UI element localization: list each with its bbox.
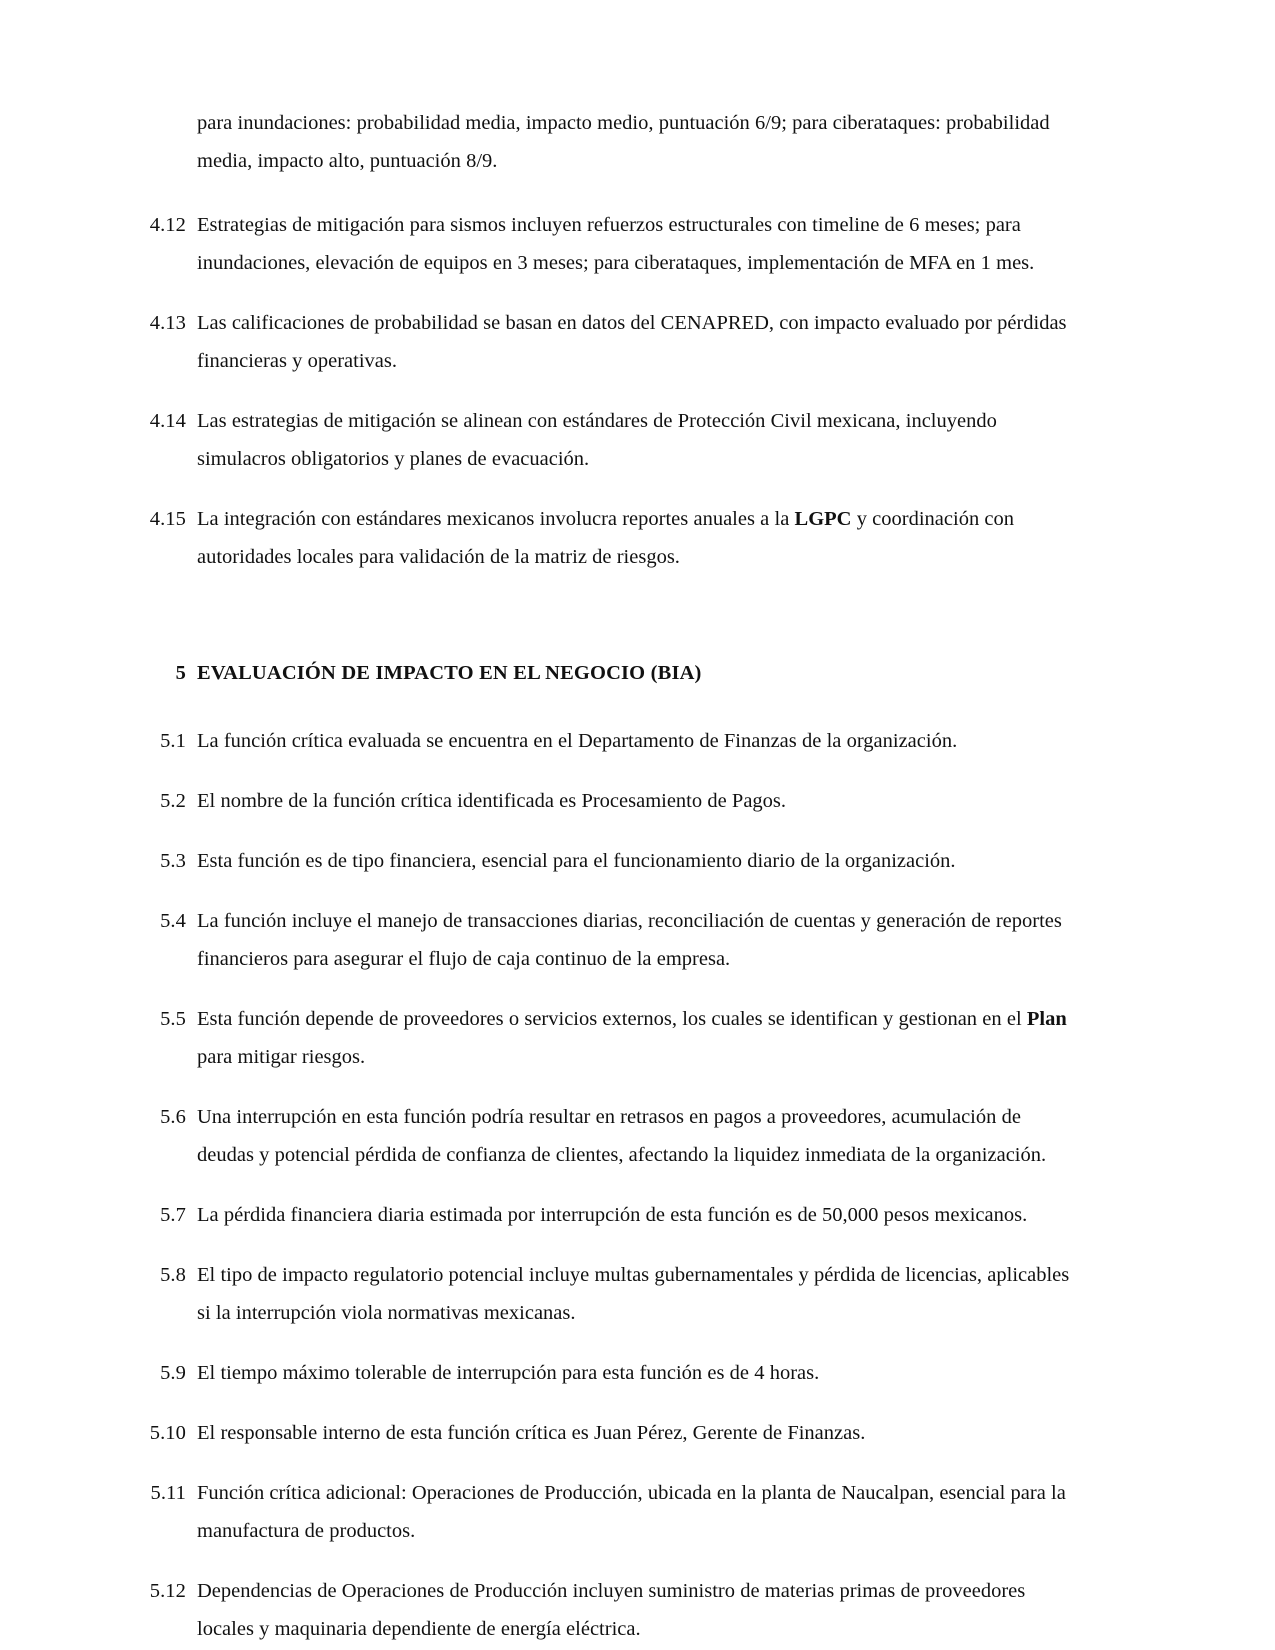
section-number: 5 — [175, 662, 186, 684]
clause-5-2 — [132, 782, 1072, 820]
section-heading-5 — [132, 654, 1072, 692]
clause-5-11 — [132, 1474, 1072, 1550]
clause-5-7 — [132, 1196, 1072, 1234]
clause-4-12 — [132, 206, 1072, 282]
clause-number: 5.6 — [160, 1106, 186, 1128]
clause-text: Esta función es de tipo financiera, esencial para el funcionamiento diario de la organización. — [197, 850, 956, 872]
clause-text: El tipo de impacto regulatorio potencial incluye multas gubernamentales y pérdida de licencias, aplicables si la interrupción viola normativas mexicanas. — [197, 1264, 1070, 1324]
clause-text: La función crítica evaluada se encuentra en el Departamento de Finanzas de la organización. — [197, 730, 958, 752]
clause-continuation — [132, 104, 1072, 180]
clause-text: El responsable interno de esta función crítica es Juan Pérez, Gerente de Finanzas. — [197, 1422, 866, 1444]
clause-text: La integración con estándares mexicanos involucra reportes anuales a la LGPC y coordinación con autoridades locales para validación de la matriz de riesgos. — [197, 508, 1015, 568]
clause-number: 4.12 — [149, 214, 186, 236]
clause-number: 4.14 — [149, 410, 186, 432]
clause-number: 5.12 — [149, 1580, 186, 1602]
clause-text: Las calificaciones de probabilidad se basan en datos del CENAPRED, con impacto evaluado por pérdidas financieras y operativas. — [197, 312, 1067, 372]
clause-number: 5.2 — [160, 790, 186, 812]
clause-5-1 — [132, 722, 1072, 760]
clause-5-3 — [132, 842, 1072, 880]
section-title: EVALUACIÓN DE IMPACTO EN EL NEGOCIO (BIA) — [197, 662, 702, 684]
document-body — [132, 104, 1072, 1650]
clause-5-8 — [132, 1256, 1072, 1332]
clause-text: Función crítica adicional: Operaciones de Producción, ubicada en la planta de Naucalpan, esencial para la manufactura de productos. — [197, 1482, 1066, 1542]
clause-5-9 — [132, 1354, 1072, 1392]
clause-5-10 — [132, 1414, 1072, 1452]
clause-text: para inundaciones: probabilidad media, impacto medio, puntuación 6/9; para ciberataques: probabilidad media, impacto alto, puntuación 8/9. — [197, 112, 1050, 172]
clause-text: El nombre de la función crítica identificada es Procesamiento de Pagos. — [197, 790, 787, 812]
clause-text: La función incluye el manejo de transacciones diarias, reconciliación de cuentas y generación de reportes financieros para asegurar el flujo de caja continuo de la empresa. — [197, 910, 1062, 970]
clause-number: 5.11 — [150, 1482, 186, 1504]
clause-number: 5.3 — [160, 850, 186, 872]
clause-text: La pérdida financiera diaria estimada por interrupción de esta función es de 50,000 pesos mexicanos. — [197, 1204, 1028, 1226]
clause-number: 5.4 — [160, 910, 186, 932]
clause-4-13 — [132, 304, 1072, 380]
clause-number: 4.13 — [149, 312, 186, 334]
clause-number: 5.10 — [149, 1422, 186, 1444]
clause-4-15 — [132, 500, 1072, 576]
clause-number: 5.7 — [160, 1204, 186, 1226]
clause-5-5 — [132, 1000, 1072, 1076]
clause-number: 5.9 — [160, 1362, 186, 1384]
clause-5-6 — [132, 1098, 1072, 1174]
clause-text: Dependencias de Operaciones de Producción incluyen suministro de materias primas de proveedores locales y maquinaria dependiente de energía eléctrica. — [197, 1580, 1026, 1640]
clause-number: 5.1 — [160, 730, 186, 752]
clause-number: 5.5 — [160, 1008, 186, 1030]
clause-number: 5.8 — [160, 1264, 186, 1286]
clause-5-4 — [132, 902, 1072, 978]
clause-text: Una interrupción en esta función podría resultar en retrasos en pagos a proveedores, acumulación de deudas y potencial pérdida de confianza de clientes, afectando la liquidez inmediata de la organización. — [197, 1106, 1047, 1166]
clause-number: 4.15 — [149, 508, 186, 530]
clause-5-12 — [132, 1572, 1072, 1648]
clause-4-14 — [132, 402, 1072, 478]
clause-text: Estrategias de mitigación para sismos incluyen refuerzos estructurales con timeline de 6 meses; para inundaciones, elevación de equipos en 3 meses; para ciberataques, implementación de MFA en 1 mes. — [197, 214, 1035, 274]
clause-text: El tiempo máximo tolerable de interrupción para esta función es de 4 horas. — [197, 1362, 820, 1384]
clause-text: Esta función depende de proveedores o servicios externos, los cuales se identifican y gestionan en el Plan para mitigar riesgos. — [197, 1008, 1067, 1068]
clause-text: Las estrategias de mitigación se alinean con estándares de Protección Civil mexicana, incluyendo simulacros obligatorios y planes de evacuación. — [197, 410, 997, 470]
